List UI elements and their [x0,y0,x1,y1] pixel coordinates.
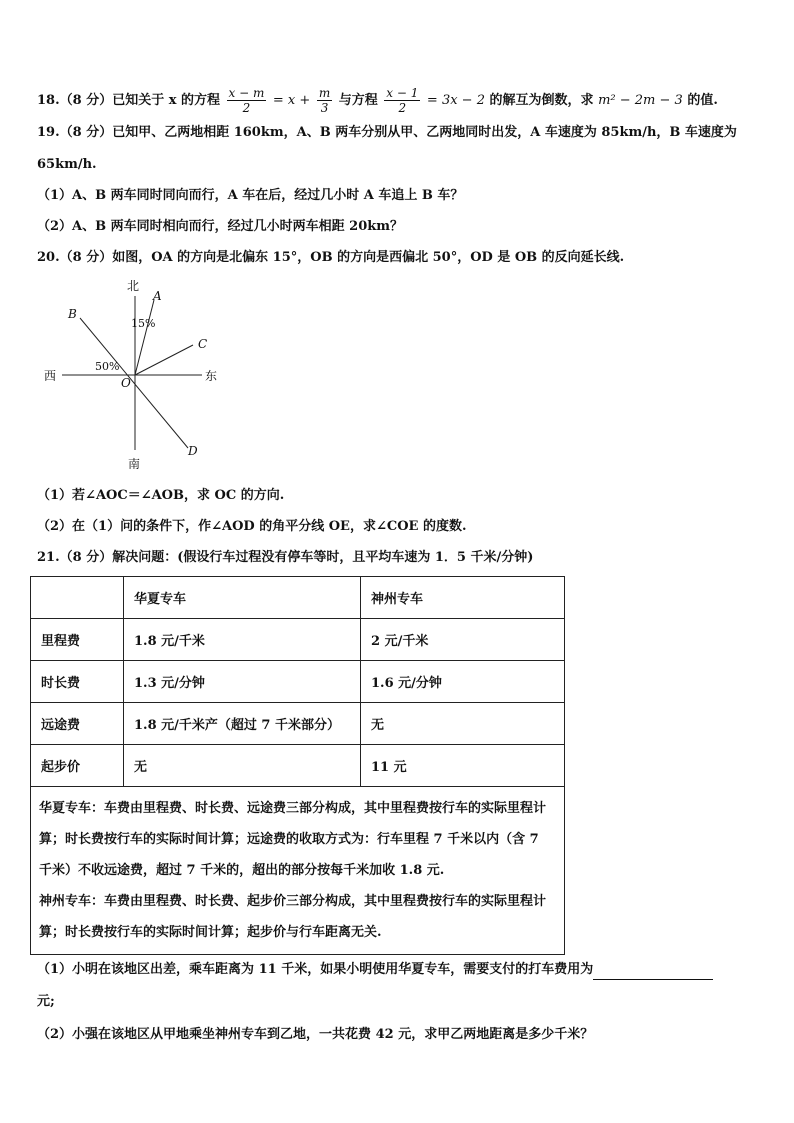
table-cell: 无 [124,745,361,787]
table-note-row [31,787,565,955]
note-huaxia: 华夏专车：车费由里程费、时长费、远途费三部分构成，其中里程费按行车的实际里程计算；时长费按行车的实际时间计算；远途费的收取方式为：行车里程 7 千米以内（含 7 千米）不收远途费，超过 7 千米的，超出的部分按每千米加收 1.8 元. [39,801,547,878]
q21-sub2: （2）小强在该地区从甲地乘坐神州专车到乙地，一共花费 42 元，求甲乙两地距离是多少千米？ [37,1027,594,1042]
q18-expr: m² − 2m − 3 [598,93,683,108]
q18-suffix-b: 的值. [687,93,718,108]
table-header-cell [31,577,124,619]
table-cell: 无 [361,703,565,745]
q21-line1: 21.（8 分）解决问题：(假设行车过程没有停车等时，且平均车速为 1．5 千米/分钟) [37,550,534,565]
table-cell: 11 元 [361,745,565,787]
angle-A-label: 15% [131,317,156,330]
label-A: A [153,289,162,303]
q21-sub1 [37,960,713,980]
label-C: C [198,337,208,351]
q18-frac1-den: 2 [242,101,251,115]
q18-frac3 [384,86,420,115]
table-note-cell [31,787,565,955]
q18-frac1 [227,86,267,115]
q18-frac2 [317,86,332,115]
table-row [31,661,565,703]
fee-table [30,576,565,955]
q21-sub1-text: （1）小明在该地区出差，乘车距离为 11 千米，如果小明使用华夏专车，需要支付的打车费用为 [37,962,594,977]
label-D: D [188,444,198,458]
label-south: 南 [128,457,141,471]
table-header-cell: 神州专车 [361,577,565,619]
q20-sub1: （1）若∠AOC＝∠AOB，求 OC 的方向. [37,488,285,503]
table-cell: 里程费 [31,619,124,661]
q20-sub2: （2）在（1）问的条件下，作∠AOD 的角平分线 OE，求∠COE 的度数. [37,519,467,534]
label-north: 北 [127,279,140,293]
table-cell: 远途费 [31,703,124,745]
table-cell: 2 元/千米 [361,619,565,661]
ray-OC [135,345,193,375]
angle-B-label: 50% [95,360,120,373]
q19-line1: 19.（8 分）已知甲、乙两地相距 160km，A、B 两车分别从甲、乙两地同时出发，A 车速度为 85km/h，B 车速度为 [37,125,737,140]
table-cell: 1.8 元/千米 [124,619,361,661]
table-row [31,745,565,787]
label-east: 东 [205,369,218,383]
label-west: 西 [44,369,57,383]
answer-blank [593,965,713,980]
q18-suffix-a: 的解互为倒数，求 [489,93,594,108]
q18-frac3-num: x − 1 [386,86,419,100]
table-cell: 1.3 元/分钟 [124,661,361,703]
table-cell: 起步价 [31,745,124,787]
table-cell: 1.8 元/千米产（超过 7 千米部分） [124,703,361,745]
q19-sub2: （2）A、B 两车同时相向而行，经过几小时两车相距 20km？ [37,219,404,234]
table-header-row [31,577,565,619]
q18-eq1-mid: = x + [272,93,311,108]
table-cell: 1.6 元/分钟 [361,661,565,703]
direction-diagram [40,278,240,473]
q18-join: 与方程 [338,93,378,108]
q18-frac2-den: 3 [320,101,329,115]
q19-sub1: （1）A、B 两车同时同向而行，A 车在后，经过几小时 A 车追上 B 车？ [37,188,464,203]
q18-frac3-den: 2 [398,101,407,115]
note-shenzhou: 神州专车：车费由里程费、时长费、起步价三部分构成，其中里程费按行车的实际里程计算；时长费按行车的实际时间计算；起步价与行车距离无关. [39,894,547,940]
table-row [31,619,565,661]
label-O: O [121,376,131,390]
q18-prefix: 18.（8 分）已知关于 x 的方程 [37,93,220,108]
ray-OA [135,300,154,375]
table-cell: 时长费 [31,661,124,703]
table-header-cell: 华夏专车 [124,577,361,619]
q18-frac2-num: m [318,86,331,100]
q18-frac1-num: x − m [228,86,265,100]
q19-line2: 65km/h. [37,157,97,172]
label-B: B [68,307,77,321]
q20-line1: 20.（8 分）如图，OA 的方向是北偏东 15°，OB 的方向是西偏北 50°，OD 是 OB 的反向延长线. [37,250,625,265]
q18-eq2-rhs: = 3x − 2 [426,93,485,108]
q18-line [37,86,718,115]
table-row [31,703,565,745]
ray-OB-OD [80,318,188,448]
q21-sub1-unit: 元; [37,994,55,1009]
